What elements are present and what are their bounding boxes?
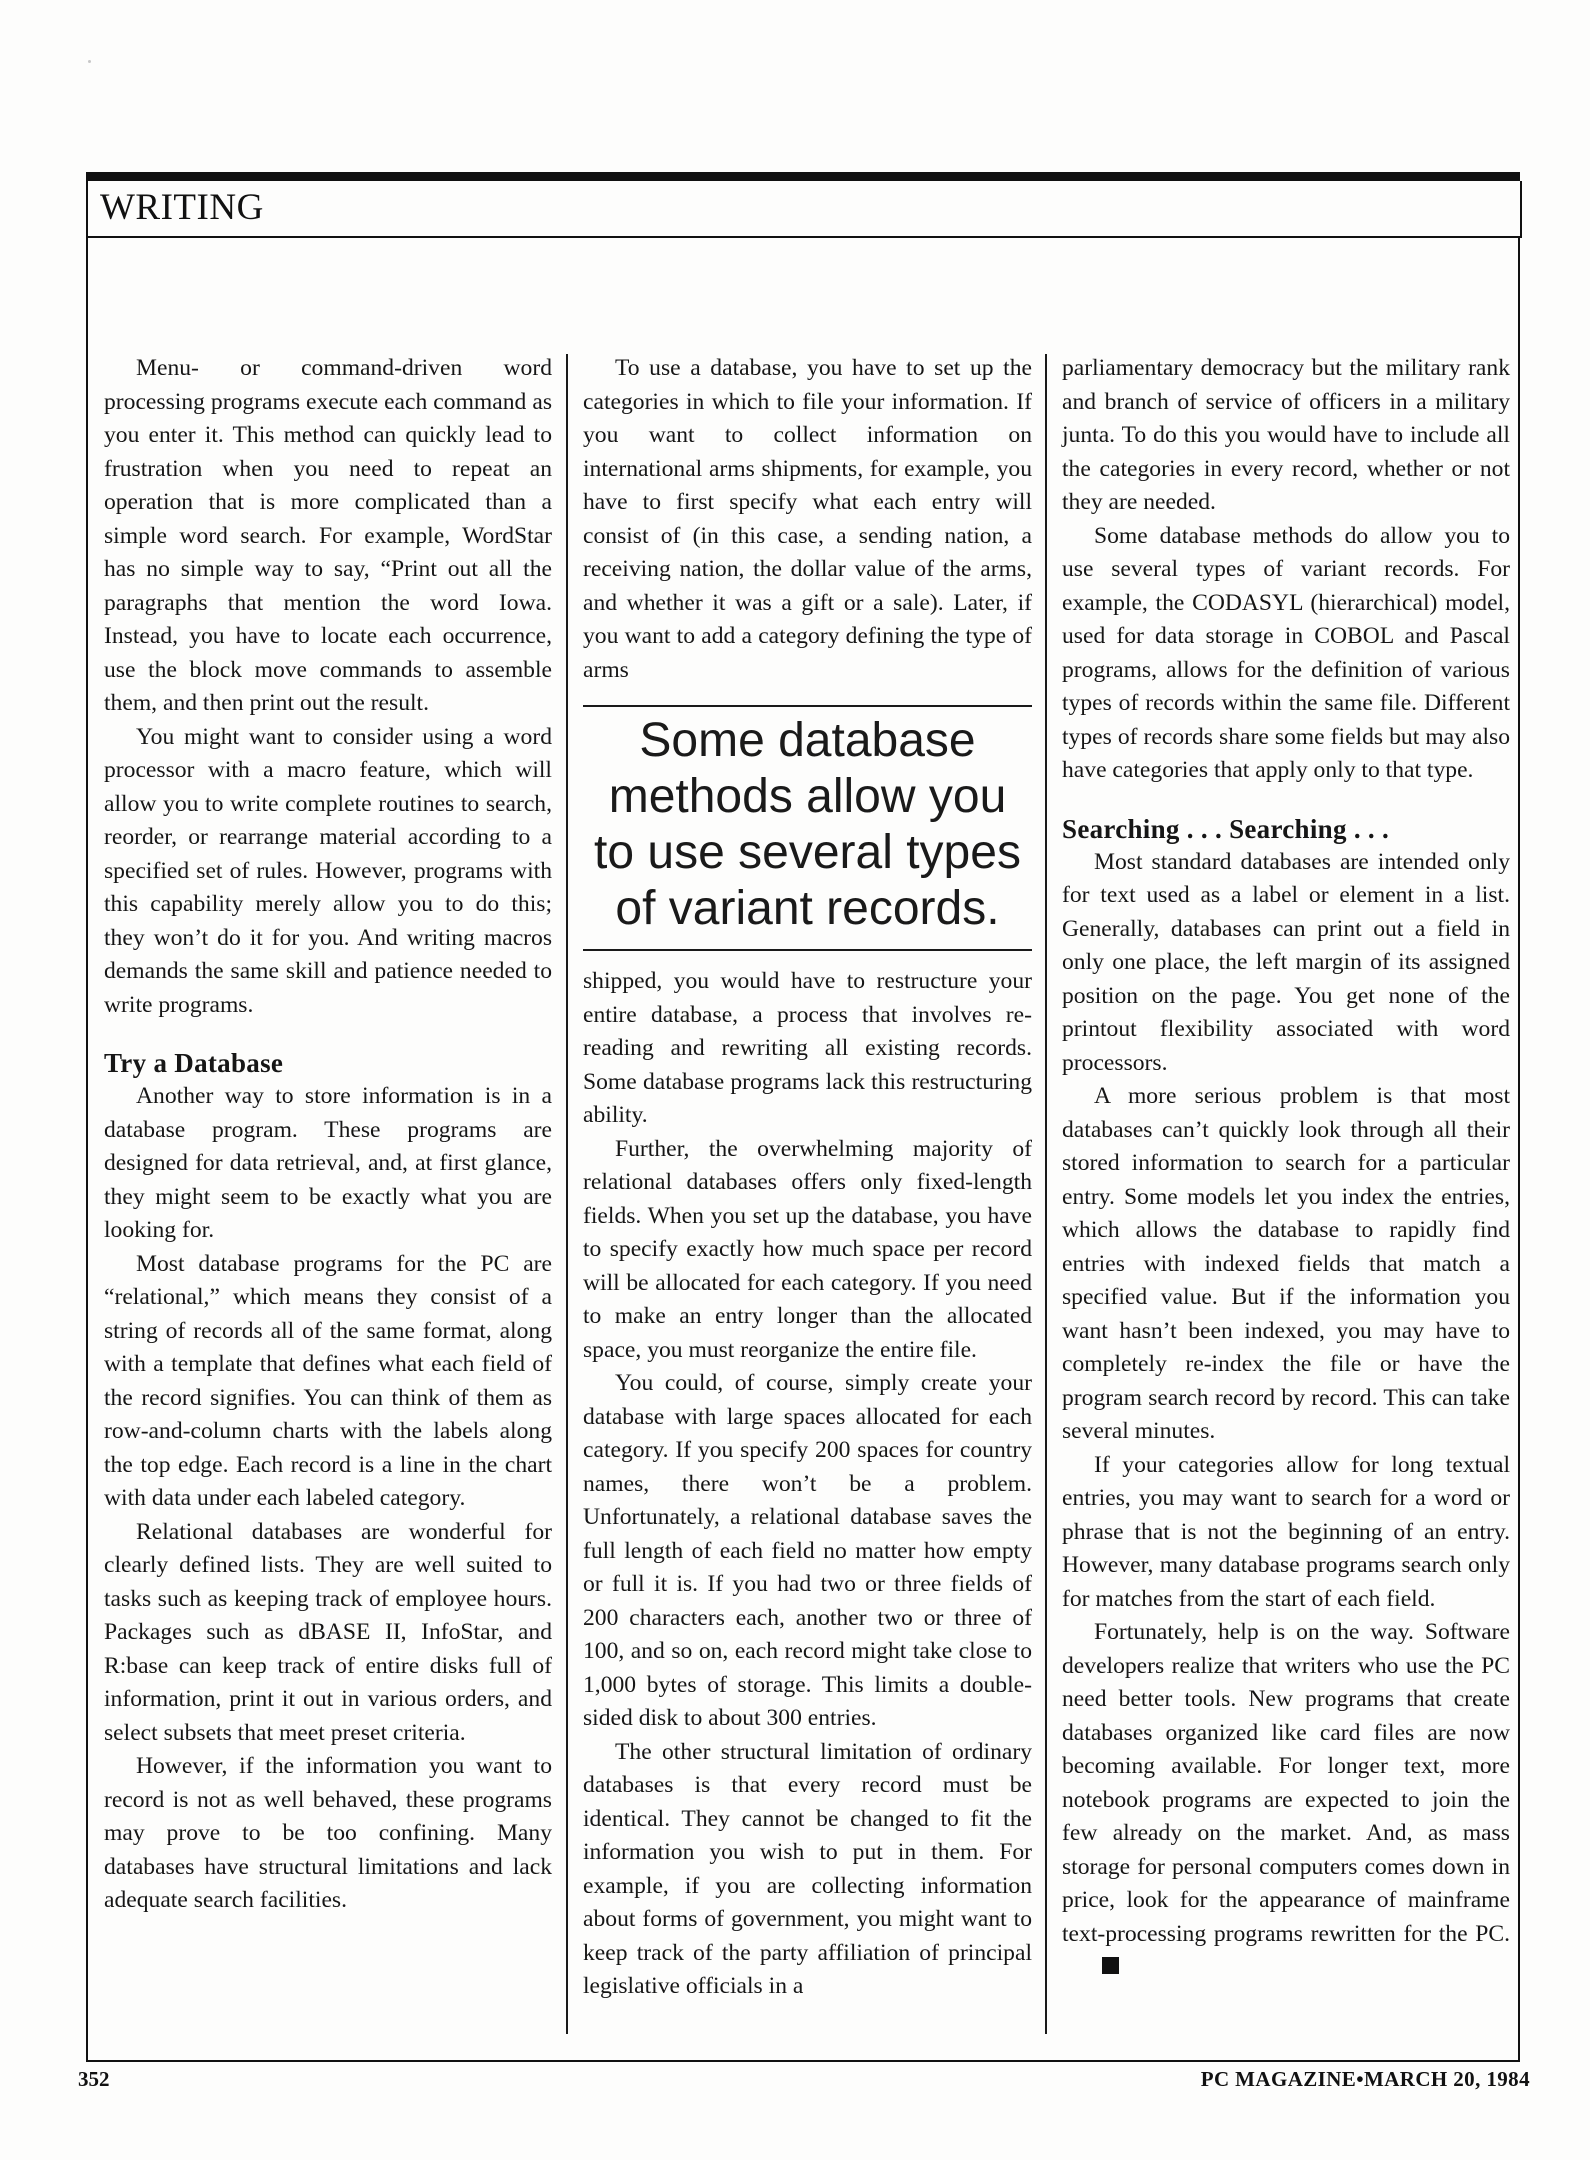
bullet-separator: •: [1356, 2067, 1364, 2091]
page-frame-left: [86, 236, 88, 2062]
paragraph-continued: shipped, you would have to restructure your entire database, a process that involves re-reading and rewriting all existing records. Some database programs lack this restructuring ability.: [583, 968, 1032, 1128]
paragraph: Relational databases are wonderful for clearly defined lists. They are well suited to tasks such as keeping track of employee hours. Packages such as dBASE II, InfoStar, and R:base can keep track of entire disks full of information, print it out in various orders, and select subsets that meet preset criteria.: [104, 1518, 552, 1746]
paragraph: A more serious problem is that most databases can’t quickly look through all their stored information to search for a particular entry. Some models let you index the entries, which allows the database to rapidly find entries with indexed fields that match a specified value. But if the information you want hasn’t been indexed, you may have to completely re-index the file or have the program search record by record. This can take several minutes.: [1062, 1083, 1510, 1444]
pull-quote: Some database methods allow you to use several types of variant records.: [583, 705, 1032, 951]
section-header-box: [86, 181, 1522, 238]
final-paragraph-text: Fortunately, help is on the way. Software developers realize that writers who use the PC need better tools. New programs that create databases organized like card files are now becoming available. For longer text, more notebook programs are expected to join the few already on the market. And, as mass storage for personal computers comes down in price, look for the appearance of mainframe text-processing programs rewritten for the PC.: [1062, 1619, 1510, 1947]
paragraph: To use a database, you have to set up the categories in which to file your information. If you want to collect information on international arms shipments, for example, you have to first specify what each entry will consist of (in this case, a sending nation, a receiving nation, the dollar value of the arms, and whether it was a gift or a sale). Later, if you want to add a category defining the type of arms: [583, 355, 1032, 683]
paragraph: The other structural limitation of ordinary databases is that every record must be identical. They cannot be changed to fit the information you wish to put in them. For example, if you are collecting information about forms of government, you might want to keep track of the party affiliation of principal legislative officials in a: [583, 1738, 1032, 1999]
paragraph: Menu- or command-driven word processing programs execute each command as you enter it. This method can quickly lead to frustration when you need to repeat an operation that is more complicated than a simple word search. For example, WordStar has no simple way to say, “Print out all the paragraphs that mention the word Iowa. Instead, you have to locate each occurrence, use the block move commands to assemble them, and then print out the result.: [104, 355, 552, 716]
header-thick-rule: [86, 172, 1520, 181]
subheading-try-a-database: Try a Database: [104, 1048, 284, 1078]
end-of-article-mark: [1102, 1957, 1119, 1974]
paragraph: Most database programs for the PC are “relational,” which means they consist of a string of records all of the same format, along with a template that defines what each field of the record signifies. You can think of them as row-and-column charts with the labels along the top edge. Each record is a line in the chart with data under each labeled category.: [104, 1250, 552, 1511]
page-number: 352: [78, 2067, 110, 2091]
footer-publication: [1201, 2066, 1530, 2092]
column-divider-2: [1045, 354, 1047, 2034]
scan-speck: [88, 60, 91, 63]
page-frame-right: [1518, 236, 1520, 2062]
paragraph: You could, of course, simply create your database with large spaces allocated for each category. If you specify 200 spaces for country names, there won’t be a problem. Unfortunately, a relational database saves the full length of each field no matter how empty or full it is. If you had two or three fields of 200 characters each, another two or three of 100, and so on, each record might take close to 1,000 bytes of storage. This limits a double-sided disk to about 300 entries.: [583, 1370, 1032, 1731]
magazine-name: PC MAGAZINE: [1200, 2067, 1357, 2091]
article-column-2: [583, 352, 1032, 2004]
paragraph: If your categories allow for long textual entries, you may want to search for a word or phrase that is not the beginning of an entry. However, many database programs search only for matches from the start of each field.: [1062, 1451, 1510, 1612]
issue-date: MARCH 20, 1984: [1363, 2067, 1530, 2091]
article-column-1: [104, 352, 552, 1918]
paragraph: Most standard databases are intended only for text used as a label or element in a list. Generally, databases can print out a field in only one place, the left margin of its assigned position on the page. You get none of the printout flexibility associated with word processors.: [1062, 848, 1510, 1076]
article-column-3: [1062, 352, 1510, 1985]
paragraph: Another way to store information is in a database program. These programs are designed for data retrieval, and, at first glance, they might seem to be exactly what you are looking for.: [104, 1083, 552, 1243]
paragraph: You might want to consider using a word processor with a macro feature, which will allow you to write complete routines to search, reorder, or rearrange material according to a specified set of rules. However, programs with this capability merely allow you to do this; they won’t do it for you. And writing macros demands the same skill and patience needed to write programs.: [104, 723, 552, 1018]
paragraph-final: [1062, 1616, 1510, 1985]
column-divider-1: [566, 354, 568, 2034]
paragraph-continued: parliamentary democracy but the military rank and branch of service of officers in a military junta. To do this you would have to include all the categories in every record, whether or not they are needed.: [1062, 355, 1510, 515]
paragraph: Some database methods do allow you to use several types of variant records. For example, the CODASYL (hierarchical) model, used for data storage in COBOL and Pascal programs, allows for the definition of various types of records within the same file. Different types of records share some fields but may also have categories that apply only to that type.: [1062, 522, 1510, 783]
page-frame-bottom: [86, 2060, 1520, 2062]
subheading-searching: Searching . . . Searching . . .: [1062, 813, 1390, 844]
paragraph: Further, the overwhelming majority of relational databases offers only fixed-length fields. When you set up the database, you have to specify exactly how much space per record will be allocated for each category. If you need to make an entry longer than the allocated space, you must reorganize the entire file.: [583, 1135, 1032, 1363]
paragraph: However, if the information you want to record is not as well behaved, these programs may prove to be too confining. Many databases have structural limitations and lack adequate search facilities.: [104, 1753, 552, 1913]
section-title: WRITING: [100, 187, 264, 228]
